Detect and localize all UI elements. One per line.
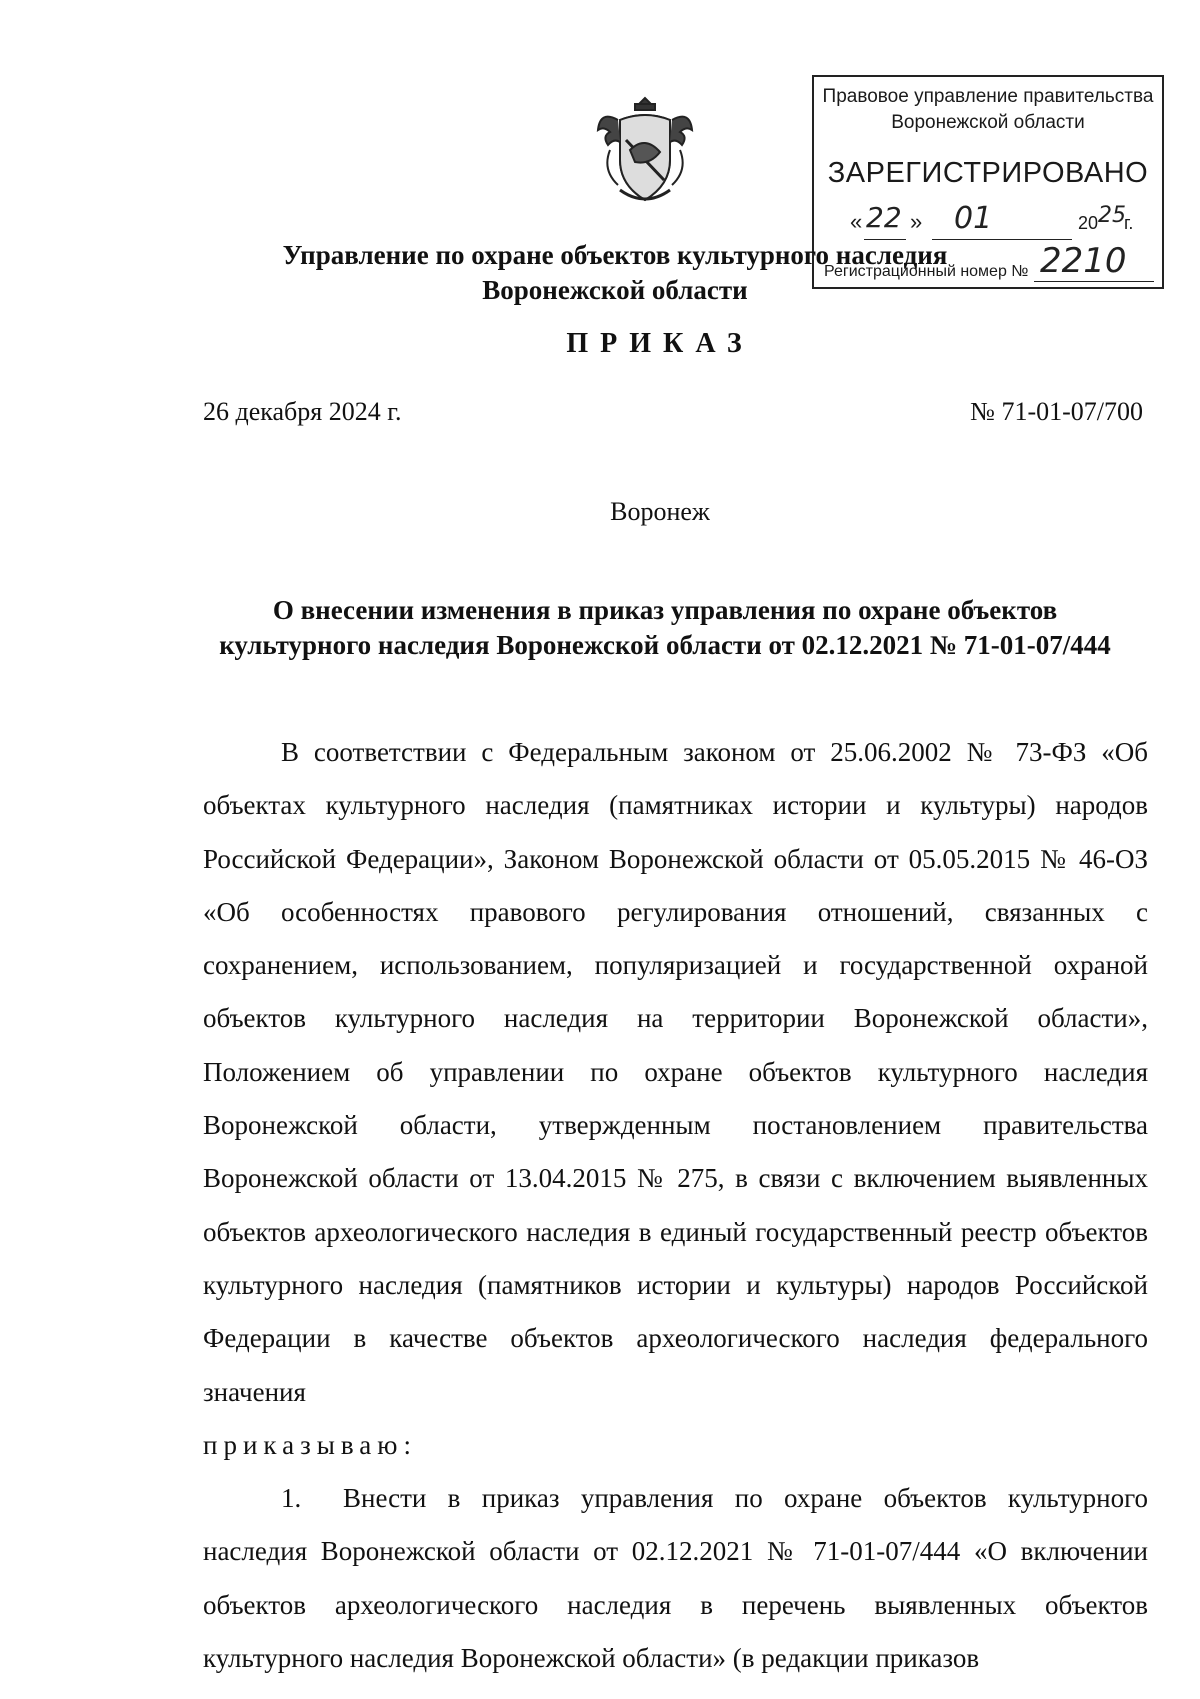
subject-line1: О внесении изменения в приказ управления по охране объектов: [272, 595, 1058, 625]
stamp-org-line1: Правовое управление правительства: [822, 86, 1154, 107]
order-city: Воронеж: [610, 497, 710, 526]
stamp-reg-number-underline: [1034, 281, 1154, 282]
stamp-reg-number-label: Регистрационный номер №: [824, 263, 1029, 280]
order-subject: [200, 593, 1130, 663]
stamp-year-handwritten: 25: [1098, 203, 1126, 228]
stamp-org-line2: Воронежской области: [891, 112, 1085, 133]
item-1-text: Внести в приказ управления по охране объектов культурного наследия Воронежской области от 02.12.2021 № 71-01-07/444 «О включении объектов археологического наследия в перечень выявленных объектов культурного наследия Воронежской области» (в редакции приказов: [203, 1483, 1148, 1674]
preamble-paragraph: В соответствии с Федеральным законом от 25.06.2002 № 73-ФЗ «Об объектах культурного наследия (памятниках истории и культуры) народов Российской Федерации», Законом Воронежской области от 05.05.2015 № 46-ОЗ «Об особенностях правового регулирования отношений, связанных с сохранением, использованием, популяризацией и государственной охраной объектов культурного наследия на территории Воронежской области», Положением об управлении по охране объектов культурного наследия Воронежской области, утвержденным постановлением правительства Воронежской области от 13.04.2015 № 275, в связи с включением выявленных объектов археологического наследия в единый государственный реестр объектов культурного наследия (памятников истории и культуры) народов Российской Федерации в качестве объектов археологического наследия федерального значения: [203, 737, 1148, 1407]
issuing-org-line1: Управление по охране объектов культурного наследия: [282, 240, 948, 270]
stamp-registered-title: ЗАРЕГИСТРИРОВАНО: [827, 157, 1149, 189]
order-date: 26 декабря 2024 г.: [203, 397, 402, 426]
stamp-quote-close: »: [910, 209, 923, 234]
stamp-quote-open: «: [850, 209, 863, 234]
item-1-number: 1.: [281, 1483, 302, 1514]
document-type-heading: ПРИКАЗ: [566, 328, 754, 359]
stamp-date-row: [814, 201, 1162, 241]
stamp-month-handwritten: 01: [954, 201, 993, 236]
subject-line2: культурного наследия Воронежской области от 02.12.2021 № 71-01-07/444: [219, 630, 1111, 660]
stamp-reg-number-handwritten: 2210: [1040, 241, 1127, 281]
stamp-year-prefix: 20: [1078, 213, 1099, 233]
order-number: № 71-01-07/700: [970, 397, 1143, 426]
stamp-year-unit: г.: [1124, 213, 1134, 233]
order-body: [203, 726, 1148, 1685]
stamp-day-handwritten: 22: [866, 201, 902, 234]
order-directive-word: приказываю:: [203, 1429, 417, 1460]
issuing-org-line2: Воронежской области: [482, 275, 748, 305]
coat-of-arms-emblem: [590, 90, 700, 210]
order-item-1: [203, 1472, 1148, 1685]
